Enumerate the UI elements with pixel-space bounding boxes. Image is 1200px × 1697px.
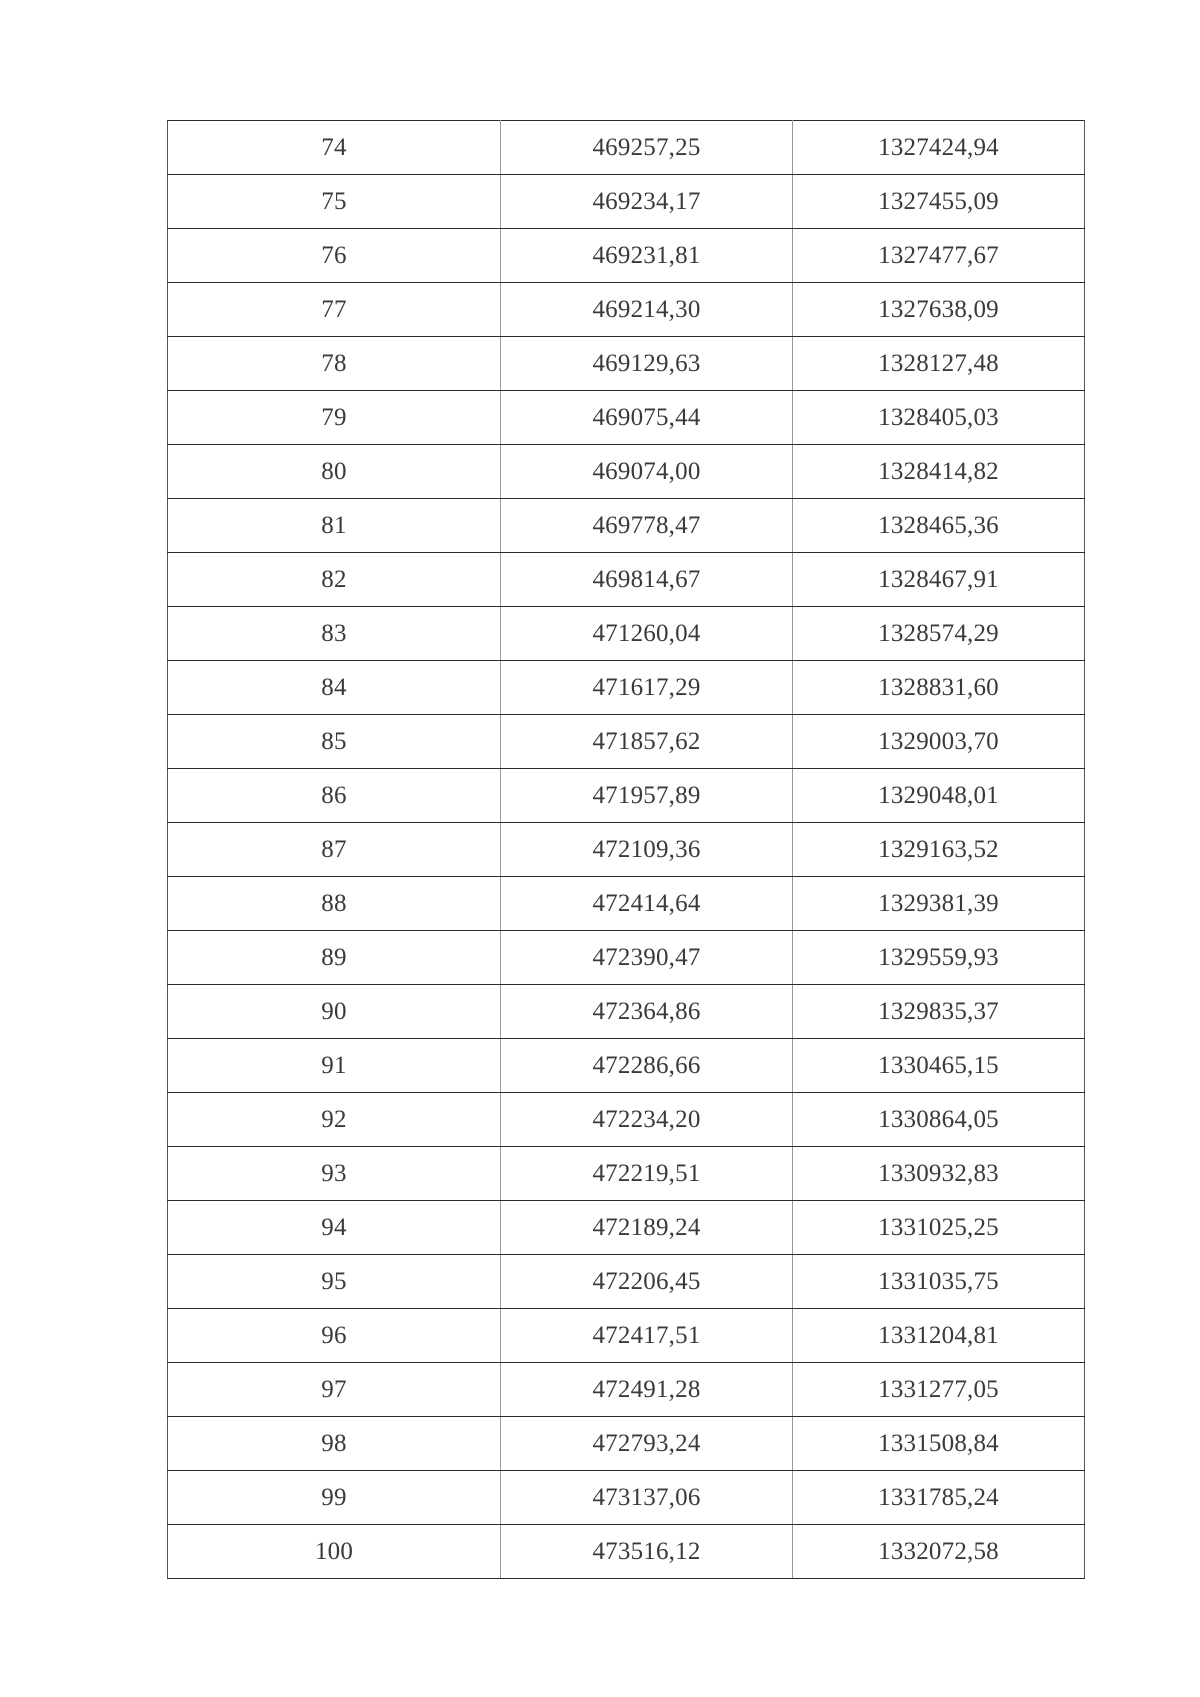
x-coordinate-cell: 472286,66 (501, 1039, 793, 1093)
y-coordinate-cell: 1327455,09 (793, 175, 1085, 229)
point-number-cell: 87 (168, 823, 501, 877)
y-coordinate-cell: 1331508,84 (793, 1417, 1085, 1471)
x-coordinate-cell: 469214,30 (501, 283, 793, 337)
point-number-cell: 92 (168, 1093, 501, 1147)
table-row (168, 931, 1085, 985)
table-row (168, 1039, 1085, 1093)
y-coordinate-cell: 1328127,48 (793, 337, 1085, 391)
x-coordinate-cell: 469234,17 (501, 175, 793, 229)
point-number-cell: 93 (168, 1147, 501, 1201)
x-coordinate-cell: 469074,00 (501, 445, 793, 499)
point-number-cell: 100 (168, 1525, 501, 1579)
x-coordinate-cell: 469257,25 (501, 121, 793, 175)
coordinates-table (167, 120, 1085, 1579)
point-number-cell: 80 (168, 445, 501, 499)
table-row (168, 337, 1085, 391)
y-coordinate-cell: 1331277,05 (793, 1363, 1085, 1417)
y-coordinate-cell: 1328831,60 (793, 661, 1085, 715)
point-number-cell: 74 (168, 121, 501, 175)
y-coordinate-cell: 1329835,37 (793, 985, 1085, 1039)
table-row (168, 1309, 1085, 1363)
x-coordinate-cell: 469075,44 (501, 391, 793, 445)
point-number-cell: 91 (168, 1039, 501, 1093)
table-row (168, 823, 1085, 877)
y-coordinate-cell: 1327638,09 (793, 283, 1085, 337)
y-coordinate-cell: 1330465,15 (793, 1039, 1085, 1093)
table-row (168, 1363, 1085, 1417)
table-row (168, 661, 1085, 715)
point-number-cell: 88 (168, 877, 501, 931)
table-row (168, 229, 1085, 283)
x-coordinate-cell: 472390,47 (501, 931, 793, 985)
y-coordinate-cell: 1329163,52 (793, 823, 1085, 877)
table-row (168, 877, 1085, 931)
table-row (168, 715, 1085, 769)
point-number-cell: 95 (168, 1255, 501, 1309)
point-number-cell: 79 (168, 391, 501, 445)
point-number-cell: 82 (168, 553, 501, 607)
coordinates-table-body (168, 121, 1085, 1579)
y-coordinate-cell: 1331025,25 (793, 1201, 1085, 1255)
table-row (168, 1201, 1085, 1255)
x-coordinate-cell: 472793,24 (501, 1417, 793, 1471)
table-row (168, 391, 1085, 445)
table-row (168, 121, 1085, 175)
table-row (168, 499, 1085, 553)
y-coordinate-cell: 1331035,75 (793, 1255, 1085, 1309)
x-coordinate-cell: 469814,67 (501, 553, 793, 607)
point-number-cell: 75 (168, 175, 501, 229)
point-number-cell: 99 (168, 1471, 501, 1525)
x-coordinate-cell: 472364,86 (501, 985, 793, 1039)
point-number-cell: 86 (168, 769, 501, 823)
point-number-cell: 90 (168, 985, 501, 1039)
point-number-cell: 78 (168, 337, 501, 391)
x-coordinate-cell: 472414,64 (501, 877, 793, 931)
y-coordinate-cell: 1332072,58 (793, 1525, 1085, 1579)
table-row (168, 1147, 1085, 1201)
point-number-cell: 76 (168, 229, 501, 283)
table-row (168, 769, 1085, 823)
table-row (168, 985, 1085, 1039)
x-coordinate-cell: 469231,81 (501, 229, 793, 283)
x-coordinate-cell: 472491,28 (501, 1363, 793, 1417)
y-coordinate-cell: 1329048,01 (793, 769, 1085, 823)
point-number-cell: 97 (168, 1363, 501, 1417)
y-coordinate-cell: 1328467,91 (793, 553, 1085, 607)
x-coordinate-cell: 472234,20 (501, 1093, 793, 1147)
x-coordinate-cell: 472417,51 (501, 1309, 793, 1363)
point-number-cell: 81 (168, 499, 501, 553)
table-row (168, 1255, 1085, 1309)
y-coordinate-cell: 1329381,39 (793, 877, 1085, 931)
point-number-cell: 83 (168, 607, 501, 661)
x-coordinate-cell: 473137,06 (501, 1471, 793, 1525)
point-number-cell: 85 (168, 715, 501, 769)
y-coordinate-cell: 1328405,03 (793, 391, 1085, 445)
y-coordinate-cell: 1327477,67 (793, 229, 1085, 283)
point-number-cell: 98 (168, 1417, 501, 1471)
y-coordinate-cell: 1331785,24 (793, 1471, 1085, 1525)
table-row (168, 553, 1085, 607)
table-row (168, 175, 1085, 229)
y-coordinate-cell: 1328574,29 (793, 607, 1085, 661)
y-coordinate-cell: 1328465,36 (793, 499, 1085, 553)
table-row (168, 607, 1085, 661)
x-coordinate-cell: 472219,51 (501, 1147, 793, 1201)
point-number-cell: 96 (168, 1309, 501, 1363)
y-coordinate-cell: 1331204,81 (793, 1309, 1085, 1363)
table-row (168, 445, 1085, 499)
x-coordinate-cell: 473516,12 (501, 1525, 793, 1579)
point-number-cell: 89 (168, 931, 501, 985)
table-row (168, 1093, 1085, 1147)
x-coordinate-cell: 469778,47 (501, 499, 793, 553)
x-coordinate-cell: 471857,62 (501, 715, 793, 769)
x-coordinate-cell: 471617,29 (501, 661, 793, 715)
y-coordinate-cell: 1330864,05 (793, 1093, 1085, 1147)
y-coordinate-cell: 1327424,94 (793, 121, 1085, 175)
x-coordinate-cell: 472206,45 (501, 1255, 793, 1309)
y-coordinate-cell: 1330932,83 (793, 1147, 1085, 1201)
x-coordinate-cell: 471260,04 (501, 607, 793, 661)
table-row (168, 283, 1085, 337)
y-coordinate-cell: 1329003,70 (793, 715, 1085, 769)
point-number-cell: 94 (168, 1201, 501, 1255)
point-number-cell: 77 (168, 283, 501, 337)
table-row (168, 1525, 1085, 1579)
point-number-cell: 84 (168, 661, 501, 715)
x-coordinate-cell: 472189,24 (501, 1201, 793, 1255)
y-coordinate-cell: 1329559,93 (793, 931, 1085, 985)
table-row (168, 1417, 1085, 1471)
y-coordinate-cell: 1328414,82 (793, 445, 1085, 499)
x-coordinate-cell: 469129,63 (501, 337, 793, 391)
x-coordinate-cell: 472109,36 (501, 823, 793, 877)
x-coordinate-cell: 471957,89 (501, 769, 793, 823)
table-row (168, 1471, 1085, 1525)
